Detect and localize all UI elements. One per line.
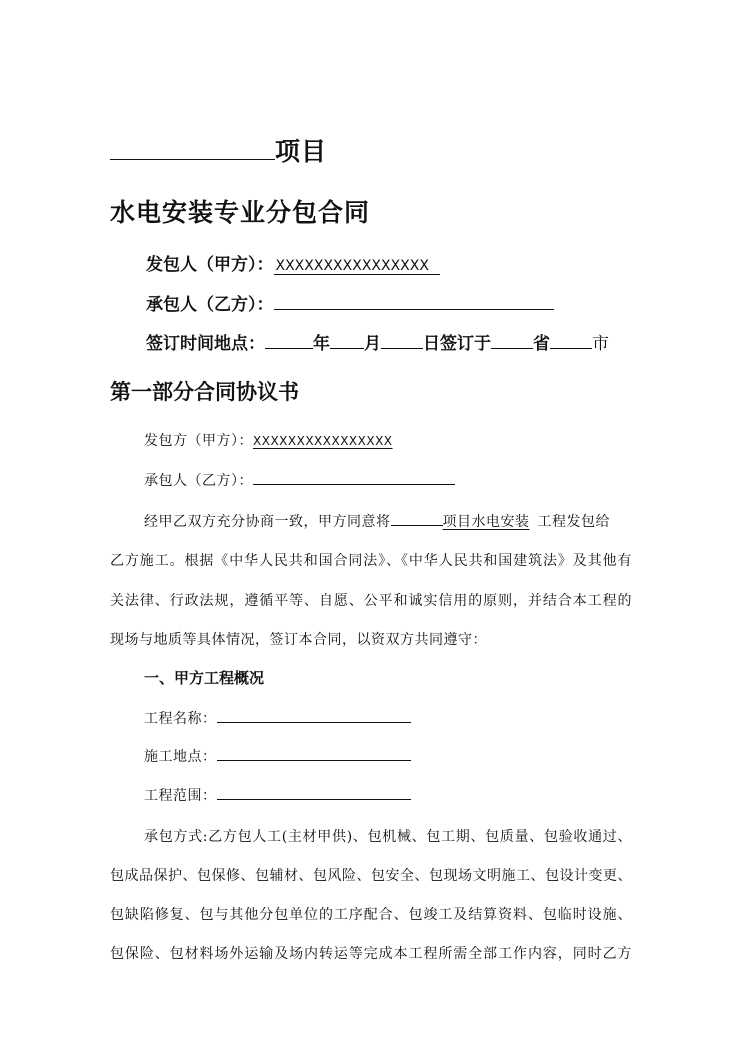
part1-party-a xyxy=(144,430,393,450)
project-name-label: 工程名称： xyxy=(144,711,217,727)
method-line4: 包保险、包材料场外运输及场内转运等完成本工程所需全部工作内容，同时乙方 xyxy=(110,946,632,962)
method-line2: 包成品保护、包保修、包辅材、包风险、包安全、包现场文明施工、包设计变更、 xyxy=(110,868,632,884)
method-line1: 承包方式:乙方包人工(主材甲供)、包机械、包工期、包质量、包验收通过、 xyxy=(144,829,632,845)
method-line3: 包缺陷修复、包与其他分包单位的工序配合、包竣工及结算资料、包临时设施、 xyxy=(110,907,632,923)
header-party-a xyxy=(146,250,440,275)
header-party-a-label: 发包人（甲方）： xyxy=(146,255,274,275)
para1-line3: 关法律、行政法规，遵循平等、自愿、公平和诚实信用的原则，并结合本工程的 xyxy=(110,593,632,609)
year-blank xyxy=(265,347,313,349)
month-blank xyxy=(330,347,364,349)
part1-heading: 第一部分合同协议书 xyxy=(110,379,299,404)
header-party-a-value: XXXXXXXXXXXXXXXX xyxy=(274,258,440,275)
city-blank xyxy=(550,347,592,349)
sign-province: 省 xyxy=(533,334,550,354)
para1-line2: 乙方施工。根据《中华人民共和国合同法》、《中华人民共和国建筑法》及其他有 xyxy=(110,553,632,569)
project-name-field xyxy=(217,721,411,723)
sign-month: 月 xyxy=(364,334,381,354)
sign-city: 市 xyxy=(592,334,609,354)
site-row xyxy=(144,746,411,766)
sign-day-signed-at: 日签订于 xyxy=(423,334,491,354)
part1-party-b-label: 承包人（乙方）： xyxy=(144,473,253,489)
header-party-b-label: 承包人（乙方）： xyxy=(146,295,274,315)
scope-row xyxy=(144,785,411,805)
header-party-b-blank xyxy=(274,308,554,310)
project-title-suffix: 项目 xyxy=(275,137,328,166)
province-blank xyxy=(491,347,533,349)
project-title xyxy=(110,132,327,168)
para1-project-blank xyxy=(391,524,443,526)
para1-line4: 现场与地质等具体情况，签订本合同，以资双方共同遵守： xyxy=(110,632,487,648)
part1-party-a-value: XXXXXXXXXXXXXXXX xyxy=(253,434,393,448)
site-field xyxy=(217,759,411,761)
sign-year: 年 xyxy=(313,334,330,354)
scope-field xyxy=(217,798,411,800)
part1-party-a-label: 发包方（甲方）： xyxy=(144,433,253,449)
part1-party-b xyxy=(144,470,455,490)
part1-party-b-blank xyxy=(253,483,455,485)
section1-heading: 一、甲方工程概况 xyxy=(144,669,265,687)
project-name-blank xyxy=(110,158,275,160)
day-blank xyxy=(381,347,423,349)
contract-title: 水电安装专业分包合同 xyxy=(110,198,371,227)
project-name-row xyxy=(144,708,411,728)
scope-label: 工程范围： xyxy=(144,788,217,804)
header-sign-line xyxy=(146,329,609,354)
sign-label: 签订时间地点： xyxy=(146,334,265,354)
para1-line1: 经甲乙双方充分协商一致，甲方同意将 项目水电安装 工程发包给 xyxy=(144,514,610,530)
site-label: 施工地点： xyxy=(144,749,217,765)
header-party-b xyxy=(146,290,554,315)
